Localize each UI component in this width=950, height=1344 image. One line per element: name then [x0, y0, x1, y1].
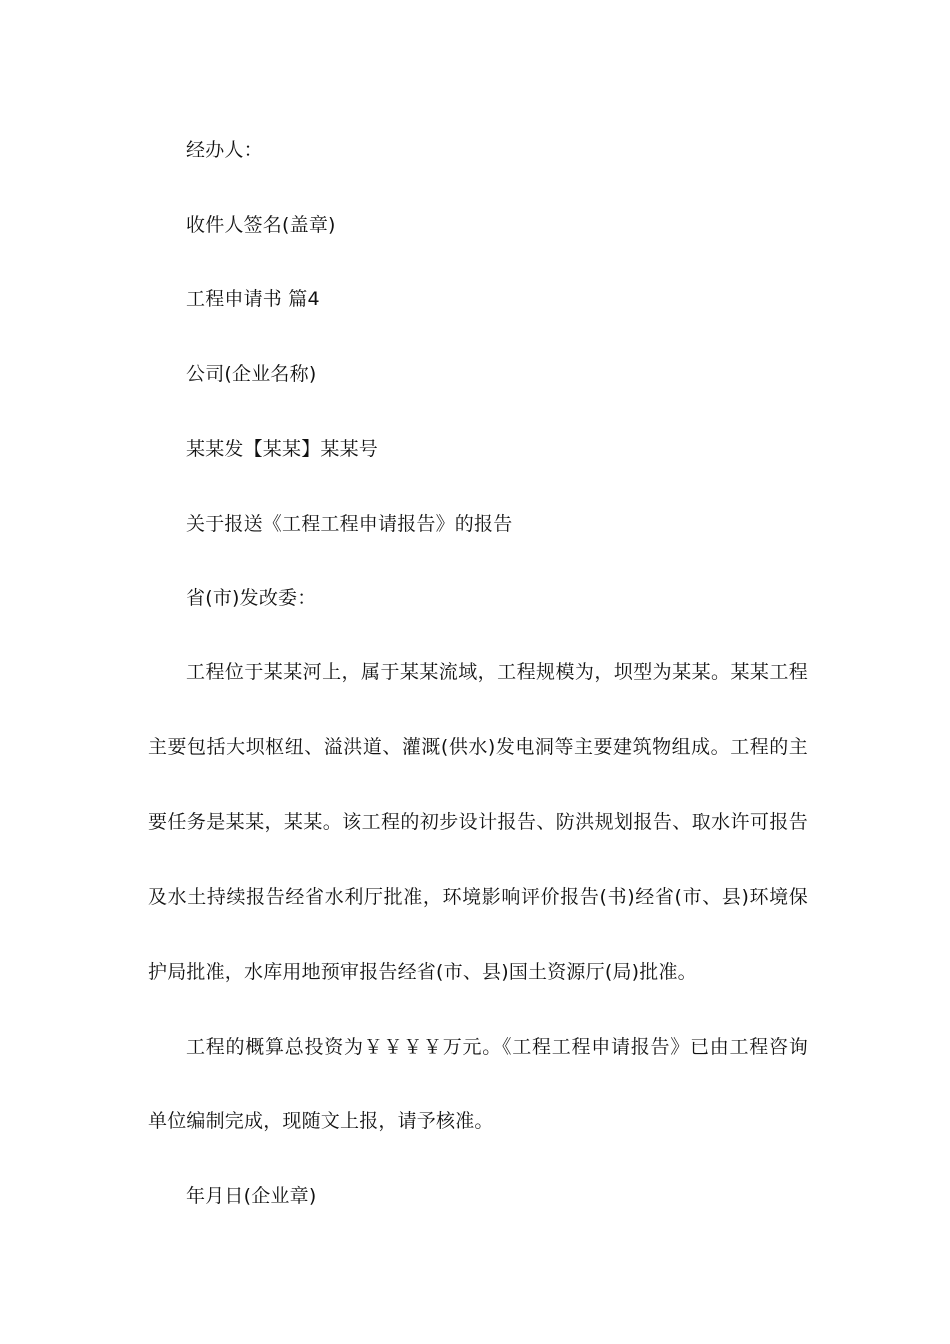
body-paragraph-1-line-2: 主要包括大坝枢纽、溢洪道、灌溉(供水)发电洞等主要建筑物组成。工程的主: [148, 736, 808, 758]
company-name-line: 公司(企业名称): [186, 363, 317, 385]
date-seal-line: 年月日(企业章): [186, 1185, 317, 1207]
body-paragraph-1-line-5: 护局批准，水库用地预审报告经省(市、县)国土资源厅(局)批准。: [148, 961, 697, 983]
body-paragraph-1-line-4: 及水土持续报告经省水利厅批准，环境影响评价报告(书)经省(市、县)环境保: [148, 886, 808, 908]
section-heading: 工程申请书 篇4: [186, 288, 320, 310]
body-paragraph-2-line-2: 单位编制完成，现随文上报，请予核准。: [148, 1110, 494, 1132]
body-paragraph-1-line-3: 要任务是某某，某某。该工程的初步设计报告、防洪规划报告、取水许可报告: [148, 811, 808, 833]
body-paragraph-1-line-1: 工程位于某某河上，属于某某流域，工程规模为，坝型为某某。某某工程: [186, 661, 808, 683]
body-paragraph-2-line-1: 工程的概算总投资为￥￥￥￥万元。《工程工程申请报告》已由工程咨询: [186, 1036, 808, 1058]
document-number-line: 某某发【某某】某某号: [186, 438, 379, 460]
report-title: 关于报送《工程工程申请报告》的报告: [186, 513, 513, 535]
addressee-line: 省(市)发改委：: [186, 587, 317, 609]
recipient-signature-label: 收件人签名(盖章): [186, 214, 336, 236]
handler-label: 经办人：: [186, 139, 263, 161]
